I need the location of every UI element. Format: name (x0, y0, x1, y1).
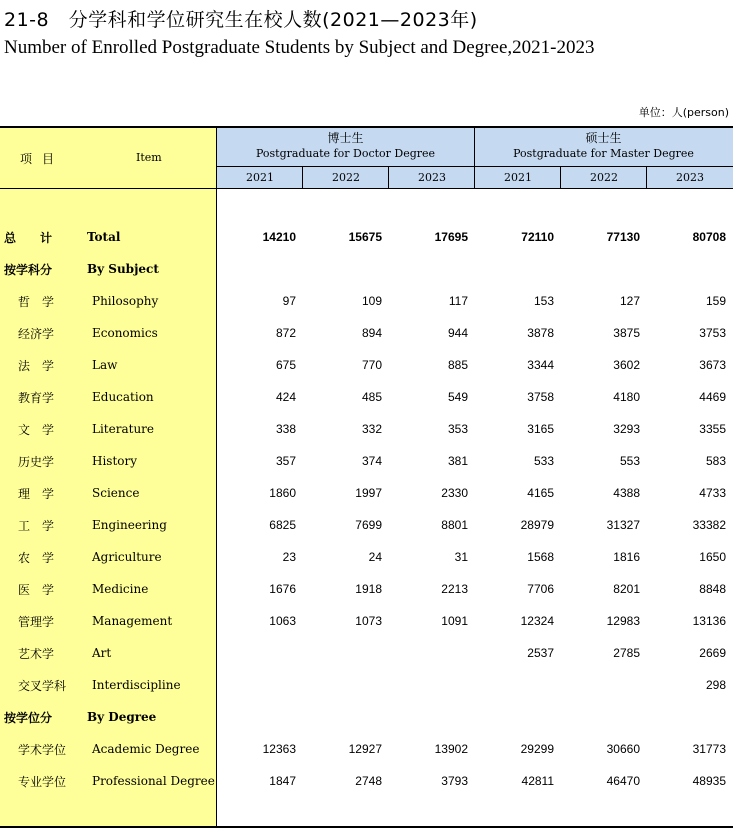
row-label-cn: 专业学位 (18, 775, 67, 789)
table-row (0, 453, 733, 471)
cell-value: 12927 (348, 742, 382, 756)
cell-value: 46470 (606, 774, 640, 788)
row-label-en: Interdiscipline (92, 678, 181, 692)
row-label-cn: 哲 学 (18, 295, 55, 309)
row-label-en: Science (92, 486, 140, 500)
row-label-en: By Subject (87, 262, 159, 276)
row-label-cn: 交叉学科 (18, 679, 67, 693)
row-label-cn: 艺术学 (18, 647, 55, 661)
table-row (0, 325, 733, 343)
header-doctor-en: Postgraduate for Doctor Degree (255, 147, 436, 160)
top-rule (0, 126, 733, 128)
header-doctor-group (217, 131, 474, 161)
table-row (0, 549, 733, 567)
row-label-en: Agriculture (92, 550, 162, 564)
cell-value: 3602 (613, 358, 640, 372)
cell-value: 3758 (527, 390, 554, 404)
cell-value: 6825 (269, 518, 296, 532)
cell-value: 1650 (699, 550, 726, 564)
year-header: 2021 (504, 171, 532, 184)
cell-value: 3878 (527, 326, 554, 340)
cell-value: 374 (361, 454, 382, 468)
row-label-en: Professional Degree (92, 774, 215, 788)
bottom-rule (0, 826, 733, 828)
cell-value: 15675 (348, 230, 382, 244)
cell-value: 8201 (613, 582, 640, 596)
cell-value: 1860 (269, 486, 296, 500)
row-label-en: Economics (92, 326, 158, 340)
cell-value: 31 (454, 550, 468, 564)
cell-value: 1676 (269, 582, 296, 596)
cell-value: 127 (619, 294, 640, 308)
cell-value: 1847 (269, 774, 296, 788)
row-label-cn: 按学科分 (4, 263, 53, 277)
header-bottom-rule (217, 188, 733, 189)
header-doctor-cn: 博士生 (327, 131, 364, 145)
cell-value: 3344 (527, 358, 554, 372)
table-title-cn: 21-8 分学科和学位研究生在校人数(2021—2023年) (4, 9, 478, 31)
cell-value: 117 (448, 294, 468, 308)
row-label-en: Academic Degree (92, 742, 200, 756)
cell-value: 4180 (613, 390, 640, 404)
cell-value: 3753 (699, 326, 726, 340)
cell-value: 424 (275, 390, 296, 404)
row-label-cn: 按学位分 (4, 711, 53, 725)
cell-value: 153 (533, 294, 554, 308)
row-label-en: Philosophy (92, 294, 159, 308)
cell-value: 77130 (606, 230, 640, 244)
cell-value: 4165 (527, 486, 554, 500)
cell-value: 885 (447, 358, 468, 372)
table-row (0, 645, 733, 663)
row-label-en: Management (92, 614, 173, 628)
cell-value: 4388 (613, 486, 640, 500)
cell-value: 553 (619, 454, 640, 468)
cell-value: 97 (282, 294, 296, 308)
table-row (0, 293, 733, 311)
cell-value: 2330 (441, 486, 468, 500)
table-row (0, 613, 733, 631)
row-label-cn: 历史学 (18, 455, 55, 469)
cell-value: 13136 (692, 614, 726, 628)
table-row (0, 709, 733, 727)
cell-value: 23 (282, 550, 296, 564)
cell-value: 12363 (262, 742, 296, 756)
cell-value: 3793 (441, 774, 468, 788)
cell-value: 1073 (355, 614, 382, 628)
unit-label: 单位：人(person) (638, 106, 729, 119)
row-label-en: Engineering (92, 518, 167, 532)
row-label-en: Art (92, 646, 112, 660)
row-label-en: Total (87, 230, 121, 244)
row-label-cn: 经济学 (18, 327, 55, 341)
cell-value: 72110 (521, 230, 554, 244)
cell-value: 549 (447, 390, 468, 404)
cell-value: 381 (447, 454, 468, 468)
cell-value: 3165 (527, 422, 554, 436)
cell-value: 13902 (434, 742, 468, 756)
row-label-cn: 教育学 (18, 391, 55, 405)
table-row (0, 741, 733, 759)
cell-value: 14210 (262, 230, 296, 244)
cell-value: 4469 (699, 390, 726, 404)
year-header: 2022 (590, 171, 618, 184)
table-row (0, 421, 733, 439)
cell-value: 944 (447, 326, 468, 340)
cell-value: 8848 (699, 582, 726, 596)
cell-value: 2669 (699, 646, 726, 660)
header-item-en: Item (136, 151, 162, 164)
row-label-cn: 工 学 (18, 519, 55, 533)
cell-value: 338 (275, 422, 296, 436)
cell-value: 12983 (606, 614, 640, 628)
header-master-cn: 硕士生 (585, 131, 622, 145)
row-label-cn: 法 学 (18, 359, 55, 373)
cell-value: 770 (361, 358, 382, 372)
row-label-cn: 学术学位 (18, 743, 67, 757)
header-item-cn: 项目 (20, 152, 65, 166)
table-row (0, 485, 733, 503)
year-header: 2023 (676, 171, 704, 184)
cell-value: 3293 (613, 422, 640, 436)
cell-value: 1568 (527, 550, 554, 564)
cell-value: 298 (705, 678, 726, 692)
cell-value: 357 (275, 454, 296, 468)
cell-value: 29299 (520, 742, 554, 756)
row-label-cn: 农 学 (18, 551, 55, 565)
cell-value: 17695 (434, 230, 468, 244)
table-row (0, 357, 733, 375)
row-label-cn: 理 学 (18, 487, 55, 501)
cell-value: 872 (275, 326, 296, 340)
row-label-en: Education (92, 390, 154, 404)
year-header: 2023 (418, 171, 446, 184)
cell-value: 109 (361, 294, 382, 308)
cell-value: 8801 (441, 518, 468, 532)
table-row (0, 517, 733, 535)
cell-value: 583 (705, 454, 726, 468)
cell-value: 894 (361, 326, 382, 340)
cell-value: 30660 (606, 742, 640, 756)
row-label-en: Medicine (92, 582, 149, 596)
row-label-en: By Degree (87, 710, 157, 724)
row-label-cn: 总 计 (4, 231, 53, 245)
cell-value: 1918 (355, 582, 382, 596)
cell-value: 3355 (699, 422, 726, 436)
cell-value: 2748 (355, 774, 382, 788)
row-label-en: History (92, 454, 138, 468)
cell-value: 485 (361, 390, 382, 404)
cell-value: 675 (275, 358, 296, 372)
row-label-cn: 管理学 (18, 615, 55, 629)
table-row (0, 261, 733, 279)
row-label-en: Literature (92, 422, 155, 436)
table-row (0, 773, 733, 791)
cell-value: 533 (533, 454, 554, 468)
cell-value: 31327 (606, 518, 640, 532)
cell-value: 33382 (692, 518, 726, 532)
row-label-cn: 医 学 (18, 583, 55, 597)
cell-value: 48935 (692, 774, 726, 788)
table-title-en: Number of Enrolled Postgraduate Students by Subject and Degree,2021-2023 (4, 37, 595, 58)
table-row (0, 229, 733, 247)
cell-value: 7699 (355, 518, 382, 532)
cell-value: 28979 (520, 518, 554, 532)
header-master-en: Postgraduate for Master Degree (513, 147, 694, 160)
cell-value: 159 (705, 294, 726, 308)
cell-value: 1091 (441, 614, 468, 628)
cell-value: 24 (368, 550, 382, 564)
year-header: 2022 (332, 171, 360, 184)
group-year-divider (217, 166, 733, 167)
cell-value: 4733 (699, 486, 726, 500)
row-label-cn: 文 学 (18, 423, 55, 437)
cell-value: 1816 (613, 550, 640, 564)
cell-value: 2785 (613, 646, 640, 660)
table-row (0, 389, 733, 407)
cell-value: 7706 (527, 582, 554, 596)
header-master-group (475, 131, 732, 161)
table-row (0, 677, 733, 695)
cell-value: 80708 (692, 230, 726, 244)
cell-value: 2213 (441, 582, 468, 596)
cell-value: 353 (447, 422, 468, 436)
cell-value: 42811 (521, 774, 554, 788)
cell-value: 1063 (269, 614, 296, 628)
cell-value: 2537 (527, 646, 554, 660)
table-row (0, 581, 733, 599)
cell-value: 332 (361, 422, 382, 436)
cell-value: 12324 (520, 614, 554, 628)
year-header: 2021 (246, 171, 274, 184)
row-label-en: Law (92, 358, 118, 372)
cell-value: 3673 (699, 358, 726, 372)
header-bottom-rule-left (0, 188, 216, 189)
cell-value: 31773 (692, 742, 726, 756)
cell-value: 3875 (613, 326, 640, 340)
cell-value: 1997 (355, 486, 382, 500)
